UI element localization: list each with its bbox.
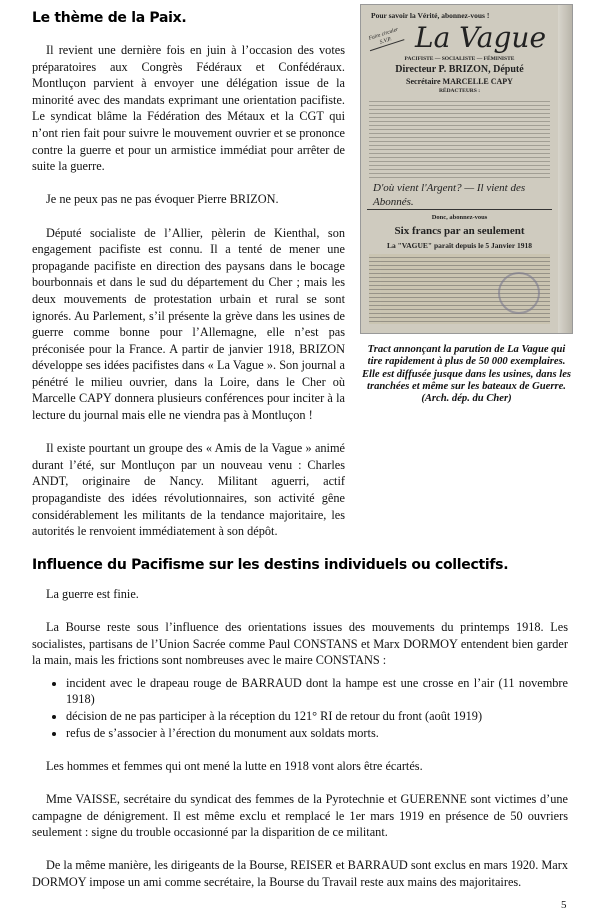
list-item: • incident avec le drapeau rouge de BARRAUD dont la hampe est une crosse en l’air (11 novembre 1918) — [66, 675, 568, 708]
paragraph: Je ne peux pas ne pas évoquer Pierre BRIZON. — [46, 192, 279, 207]
section1-body — [32, 42, 345, 540]
figure — [360, 4, 573, 405]
poster-fold-shadow — [558, 5, 572, 333]
poster-title: La Vague — [414, 21, 547, 54]
list-item: • refus de s’associer à l’érection du monument aux soldats morts. — [66, 725, 568, 742]
poster-directeur: Directeur P. BRIZON, Député — [395, 64, 524, 75]
poster-argent: D'où vient l'Argent? — Il vient des Abonnés. — [367, 181, 552, 210]
paragraph: De la même manière, les dirigeants de la Bourse, REISER et BARRAUD sont exclus en mars 1920. Marx DORMOY impose un ami comme secrétaire, la Bourse du Travail reste aux mains des majoritaires. — [32, 858, 568, 889]
poster-top-line: Pour savoir la Vérité, abonnez-vous ! — [371, 11, 490, 20]
section2-body — [32, 586, 568, 891]
list-item: • décision de ne pas participer à la réception du 121° RI de retour du front (août 1919) — [66, 708, 568, 725]
caption-source: (Arch. dép. du Cher) — [421, 393, 512, 405]
poster-redacteurs: RÉDACTEURS : — [438, 88, 481, 94]
paragraph: La Bourse reste sous l’influence des orientations issues des mouvements du printemps 1918. Les socialistes, partisans de l’Union Sacrée comme Paul CONSTANS et Marx DORMOY entendent bien garder la main, mais les frictions sont nombreuses avec le maire CONSTANS : — [32, 620, 568, 668]
page-number: 5 — [561, 898, 567, 911]
poster-fine-print — [369, 98, 550, 178]
section-heading-peace: Le thème de la Paix. — [32, 10, 187, 26]
section2 — [32, 556, 572, 891]
poster-secretaire: Secrétaire MARCELLE CAPY — [406, 77, 513, 86]
paragraph: Député socialiste de l’Allier, pèlerin de Kienthal, son engagement pacifiste est connu. Il a tenté de mener une propagande pacifiste en direction des paysans dans le bocage bourbonnais et dans le sud du département du Cher ; mais les deux mouvements de protestation urbain et rural se sont ignorés. Au Parlement, s’il présente la grève dans les usines de guerre comme bonne pour l’Allemagne, elle n’est pas préconisée pour la France. A partir de janvier 1918, BRIZON développe ses idées pacifistes dans « La Vague ». Son journal a pénétré le milieu ouvrier, dans la Loire, dans le Cher où Marcelle CAPY donnera plusieurs conférences pour inciter à la lecture du journal mais elle ne viendra pas à Montluçon ! — [32, 225, 345, 423]
poster-stamp: Faire circuler S.V.P. — [366, 25, 405, 50]
paragraph: La guerre est finie. — [46, 586, 139, 601]
la-vague-poster-image — [360, 4, 573, 334]
bullet-list — [32, 675, 568, 741]
paragraph: Il revient une dernière fois en juin à l’occasion des votes préparatoires aux Congrès Fédéraux et Confédéraux. Montluçon parvient à envoyer une délégation issue de la minorité avec des mandats exprimant une orientation pacifiste. Le syndicat blâme la Fédération des Métaux et la CGT qui n’ont rien fait pour suivre le mouvement ouvrier et se prononce contre la guerre et pour un armistice immédiat pour arrêter de suite la guerre. — [32, 43, 345, 174]
poster-six-francs: Six francs par an seulement — [394, 225, 525, 237]
poster-title-row — [361, 21, 558, 55]
poster-seal — [498, 272, 540, 314]
top-section — [32, 9, 572, 540]
paragraph: Mme VAISSE, secrétaire du syndicat des femmes de la Pyrotechnie et GUERENNE sont victimes d’une campagne de dénigrement. Il est même exclu et remplacé le 1er mars 1919 en présence de 50 ouvriers seulement : signe du trouble occasionné par la disparition de ce militant. — [32, 791, 568, 840]
figure-caption — [360, 344, 573, 405]
left-column — [32, 9, 345, 540]
caption-line: Tract annonçant la parution de La Vague qui tire rapidement à plus de 50 000 exemplaires. — [367, 344, 566, 368]
section-heading-influence: Influence du Pacifisme sur les destins individuels ou collectifs. — [32, 556, 509, 573]
paragraph: Il existe pourtant un groupe des « Amis de la Vague » animé durant l’été, sur Montluçon par un nouveau venu : Charles ANDT, originaire de Nancy. Militant aguerri, actif propagandiste des idées révolutionnaires, son activité gêne considérablement les militants de la tendance majoritaire, les autorités le renvoient immédiatement à son dépôt. — [32, 441, 345, 539]
poster-abonnez: Donc, abonnez-vous — [431, 214, 488, 221]
caption-line: Elle est diffusée jusque dans les usines, dans les tranchées et même sur les bateaux de Guerre. — [361, 368, 572, 392]
poster-fine-print-2 — [369, 254, 550, 324]
paragraph: Les hommes et femmes qui ont mené la lutte en 1918 vont alors être écartés. — [46, 758, 423, 773]
poster-parait: La "VAGUE" paraît depuis le 5 Janvier 1918 — [387, 241, 532, 250]
poster-subtitle: PACIFISTE — SOCIALISTE — FÉMINISTE — [404, 56, 515, 62]
